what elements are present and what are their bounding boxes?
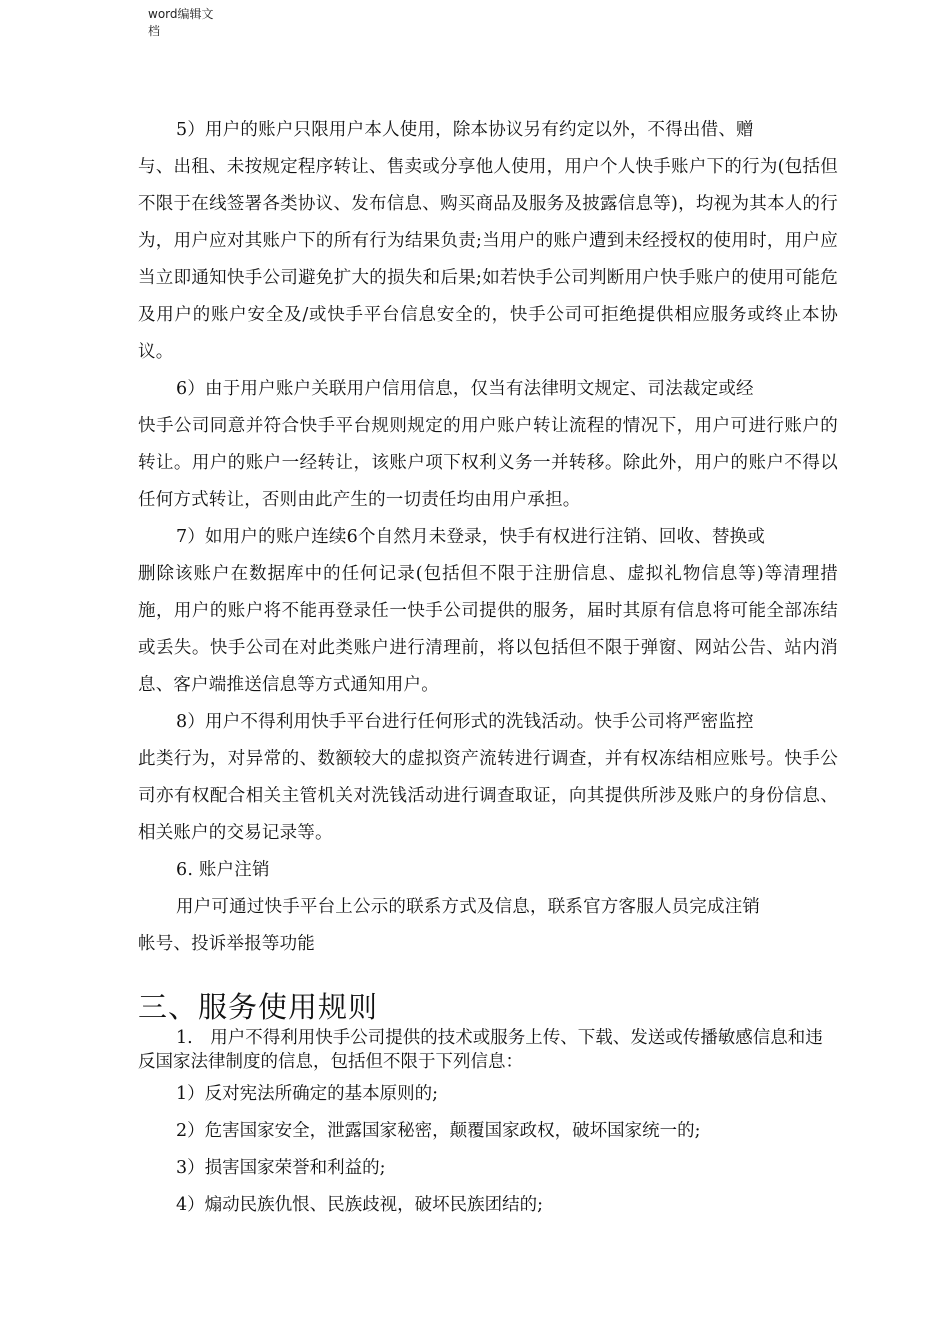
section-3-intro: 1. 用户不得利用快手公司提供的技术或服务上传、下载、发送或传播敏感信息和违反国家法律制度的信息，包括但不限于下列信息： [138,1028,823,1072]
section-3-list [138,1076,838,1224]
section-6-title: 6. 账户注销 [176,860,270,880]
paragraph-5-first: 5）用户的账户只限用户本人使用，除本协议另有约定以外，不得出借、赠 [176,120,754,140]
list-item: 1）反对宪法所确定的基本原则的; [176,1084,439,1104]
section-6-rest: 帐号、投诉举报等功能 [138,934,315,954]
document-body [138,112,838,963]
section-3-intro-block [138,1026,828,1074]
paragraph-8-rest: 此类行为，对异常的、数额较大的虚拟资产流转进行调查，并有权冻结相应账号。快手公司亦有权配合相关主管机关对洗钱活动进行调查取证，向其提供所涉及账户的身份信息、相关账户的交易记录等。 [138,749,838,843]
list-item: 4）煽动民族仇恨、民族歧视，破坏民族团结的; [176,1195,544,1215]
paragraph-7-rest: 删除该账户在数据库中的任何记录(包括但不限于注册信息、虚拟礼物信息等)等清理措施，用户的账户将不能再登录任一快手公司提供的服务，届时其原有信息将可能全部冻结或丢失。快手公司在对此类账户进行清理前，将以包括但不限于弹窗、网站公告、站内消息、客户端推送信息等方式通知用户。 [138,564,838,695]
list-item: 2）危害国家安全，泄露国家秘密，颠覆国家政权，破坏国家统一的; [176,1121,701,1141]
header-line-2: 档 [148,24,161,38]
paragraph-8-first: 8）用户不得利用快手平台进行任何形式的洗钱活动。快手公司将严密监控 [176,712,754,732]
paragraph-5-rest: 与、出租、未按规定程序转让、售卖或分享他人使用，用户个人快手账户下的行为(包括但不限于在线签署各类协议、发布信息、购买商品及服务及披露信息等)，均视为其本人的行为，用户应对其账户下的所有行为结果负责;当用户的账户遭到未经授权的使用时，用户应当立即通知快手公司避免扩大的损失和后果;如若快手公司判断用户快手账户的使用可能危及用户的账户安全及/或快手平台信息安全的，快手公司可拒绝提供相应服务或终止本协议。 [138,157,838,362]
page-header [148,6,238,40]
section-3-heading: 三、服务使用规则 [138,990,379,1024]
header-line-1: word编辑文 [148,7,214,21]
list-item: 3）损害国家荣誉和利益的; [176,1158,386,1178]
paragraph-6-first: 6）由于用户账户关联用户信用信息，仅当有法律明文规定、司法裁定或经 [176,379,754,399]
paragraph-7-first: 7）如用户的账户连续6个自然月未登录，快手有权进行注销、回收、替换或 [176,527,766,547]
section-6-first: 用户可通过快手平台上公示的联系方式及信息，联系官方客服人员完成注销 [176,897,761,917]
paragraph-6-rest: 快手公司同意并符合快手平台规则规定的用户账户转让流程的情况下，用户可进行账户的转让。用户的账户一经转让，该账户项下权利义务一并转移。除此外，用户的账户不得以任何方式转让，否则由此产生的一切责任均由用户承担。 [138,416,838,510]
